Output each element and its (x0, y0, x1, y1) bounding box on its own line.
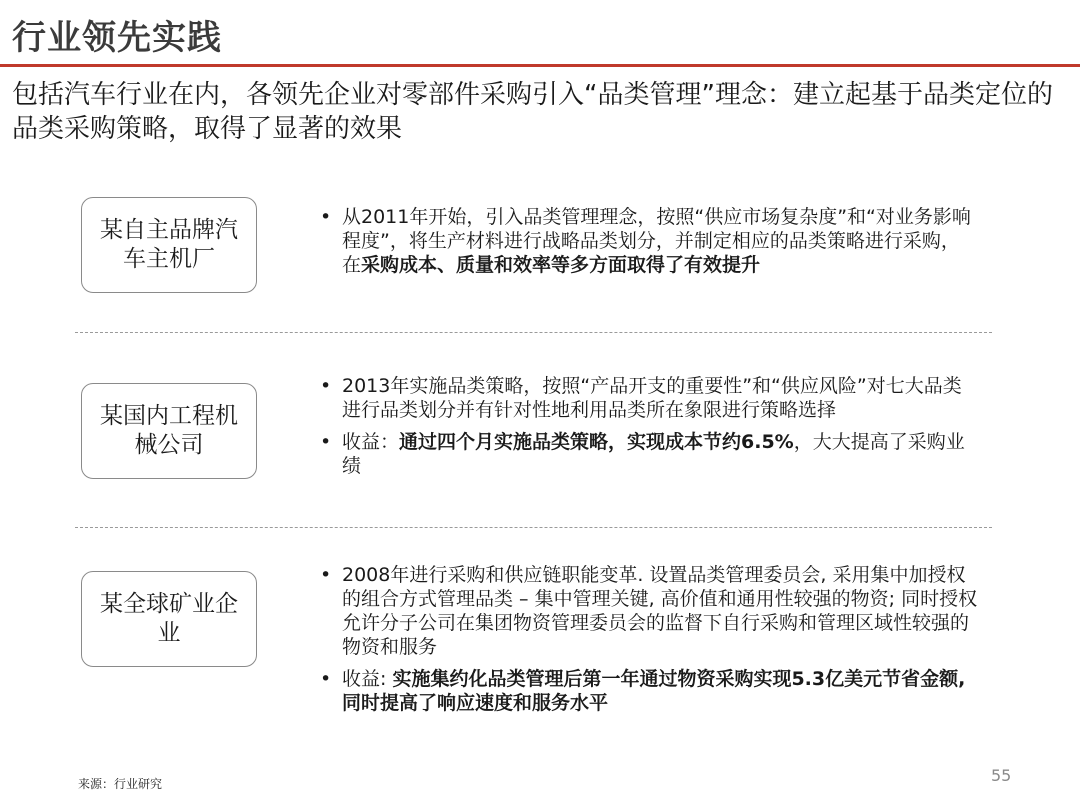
bullet-bold-text: 实施集约化品类管理后第一年通过物资采购实现5.3亿美元节省金额, 同时提高了响应速度和服务水平 (342, 668, 966, 714)
case-label-text: 某国内工程机械公司 (100, 403, 238, 458)
bullet-bold-text: 采购成本、质量和效率等多方面取得了有效提升 (361, 254, 761, 276)
bullet-text: 2008年进行采购和供应链职能变革. 设置品类管理委员会, 采用集中加授权的组合方式管理品类 – 集中管理关键, 高价值和通用性较强的物资; 同时授权允许分子公司在集团物资管理委员会的监督下自行采购和管理区域性较强的物资和服务 (342, 564, 978, 658)
case-label-text: 某自主品牌汽车主机厂 (100, 217, 238, 272)
case-label-mining (81, 571, 257, 667)
case-content-mining (318, 563, 978, 721)
bullet-item (318, 205, 978, 277)
bullet-text: 收益: (342, 668, 393, 690)
bullet-text: 收益： (342, 431, 400, 453)
bullet-dot: • (320, 206, 332, 228)
case-content-auto-oem (318, 205, 978, 283)
bullet-dot: • (320, 564, 332, 586)
page-subtitle: 包括汽车行业在内，各领先企业对零部件采购引入“品类管理”理念：建立起基于品类定位的品类采购策略，取得了显著的效果 (12, 80, 1053, 144)
section-divider (75, 332, 992, 333)
bullet-bold-text: 通过四个月实施品类策略，实现成本节约6.5% (399, 431, 794, 453)
bullet-dot: • (320, 668, 332, 690)
bullet-tail-text: ，大大提高了采购业绩 (342, 431, 965, 477)
bullet-dot: • (320, 431, 332, 453)
page-title: 行业领先实践 (12, 18, 222, 58)
section-divider (75, 527, 992, 528)
source-note: 来源：行业研究 (78, 777, 163, 791)
case-label-construction-machinery (81, 383, 257, 479)
bullet-dot: • (320, 375, 332, 397)
bullet-item (318, 667, 978, 715)
bullet-text: 2013年实施品类策略，按照“产品开支的重要性”和“供应风险”对七大品类进行品类划分并有针对性地利用品类所在象限进行策略选择 (342, 375, 962, 421)
case-label-text: 某全球矿业企业 (100, 591, 238, 646)
bullet-item (318, 374, 978, 422)
bullet-item (318, 430, 978, 478)
bullet-text: 从2011年开始，引入品类管理理念，按照“供应市场复杂度”和“对业务影响程度”，将生产材料进行战略品类划分，并制定相应的品类策略进行采购，在 (342, 206, 971, 276)
case-label-auto-oem (81, 197, 257, 293)
case-content-construction-machinery (318, 374, 978, 484)
page-number: 55 (991, 766, 1012, 785)
title-underline (0, 64, 1080, 67)
bullet-item (318, 563, 978, 659)
